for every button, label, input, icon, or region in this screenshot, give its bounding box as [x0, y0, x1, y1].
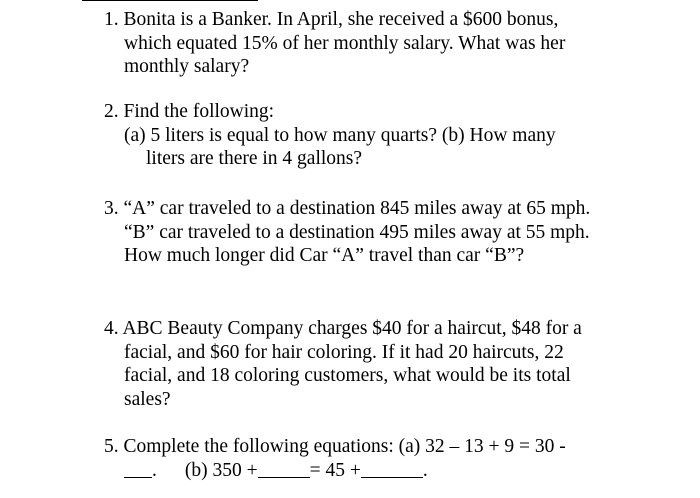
- problem-number: 1.: [104, 9, 119, 30]
- problem-text-line: facial, and 18 coloring customers, what would be its total: [124, 365, 571, 386]
- top-rule: [82, 0, 258, 1]
- problem-text-line: “A” car traveled to a destination 845 miles away at 65 mph.: [123, 198, 591, 219]
- problem-text-line: Find the following:: [123, 101, 275, 122]
- problem-text-line: liters are there in 4 gallons?: [146, 148, 363, 169]
- problem-text-line: ABC Beauty Company charges $40 for a haircut, $48 for a: [122, 318, 582, 339]
- problem-text-line: Bonita is a Banker. In April, she received a $600 bonus,: [123, 9, 559, 30]
- answer-blank[interactable]: [258, 476, 310, 478]
- problem-1: [104, 8, 565, 79]
- problem-text-line: (a) 5 liters is equal to how many quarts? (b) How many: [124, 124, 556, 146]
- problem-number: 5.: [104, 436, 119, 457]
- equation-part-b-middle: = 45 +: [309, 459, 361, 481]
- problem-2: [104, 100, 556, 171]
- answer-blank[interactable]: [361, 476, 423, 478]
- answer-blank[interactable]: [124, 476, 152, 478]
- problem-text-line: “B” car traveled to a destination 495 miles away at 55 mph.: [124, 221, 590, 243]
- problem-5: [104, 435, 566, 482]
- problem-number: 2.: [104, 101, 119, 122]
- problem-4: [104, 317, 582, 411]
- problem-text-line: Complete the following equations: (a) 32 – 13 + 9 = 30 -: [123, 436, 566, 457]
- problem-text-line: monthly salary?: [124, 56, 250, 77]
- problem-text-line: How much longer did Car “A” travel than car “B”?: [124, 245, 525, 266]
- problem-text-line: sales?: [124, 388, 171, 410]
- problem-number: 4.: [104, 318, 119, 339]
- problem-number: 3.: [104, 198, 119, 219]
- problem-text-line: which equated 15% of her monthly salary. What was her: [124, 32, 566, 54]
- problem-text-line: facial, and $60 for hair coloring. If it had 20 haircuts, 22: [124, 341, 564, 363]
- punctuation: .: [422, 459, 428, 481]
- problem-3: [104, 197, 590, 268]
- punctuation: .: [152, 459, 157, 481]
- equation-part-b: (b) 350 +: [184, 459, 258, 481]
